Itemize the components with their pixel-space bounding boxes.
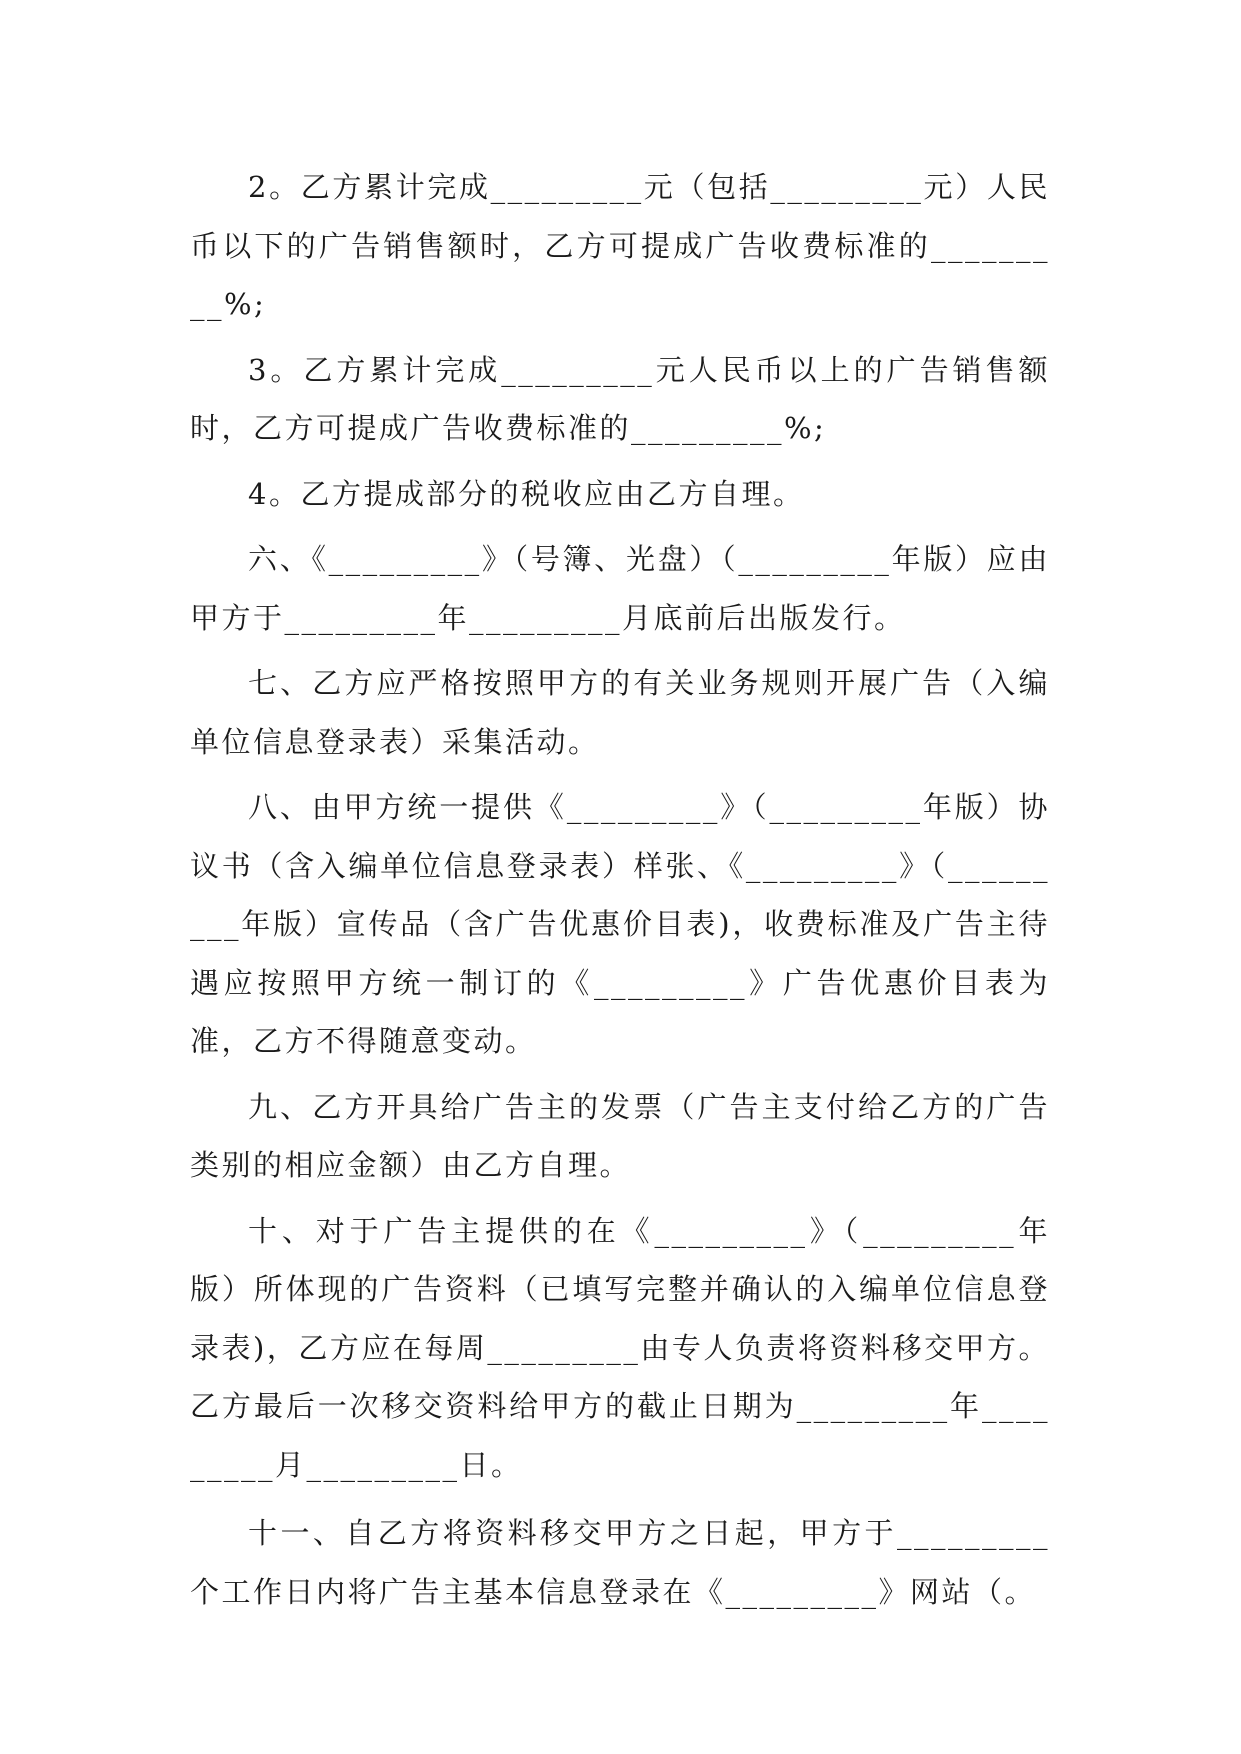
document-body <box>190 158 1050 1628</box>
paragraph-section-11: 十一、自乙方将资料移交甲方之日起，甲方于_________个工作日内将广告主基本信息登录在《_________》网站（。 <box>190 1516 1050 1609</box>
paragraph-section-9: 九、乙方开具给广告主的发票（广告主支付给乙方的广告类别的相应金额）由乙方自理。 <box>190 1089 1050 1182</box>
paragraph-section-8: 八、由甲方统一提供《_________》（_________年版）协议书（含入编单位信息登录表）样张、《_________》（_________年版）宣传品（含广告优惠价目表)，收费标准及广告主待遇应按照甲方统一制订的《_________》广告优惠价目表为准，乙方不得随意变动。 <box>190 790 1050 1058</box>
paragraph-tax: 4。乙方提成部分的税收应由乙方自理。 <box>248 476 805 511</box>
paragraph-section-7: 七、乙方应严格按照甲方的有关业务规则开展广告（入编单位信息登录表）采集活动。 <box>190 666 1050 759</box>
paragraph-commission-tier-2: 2。乙方累计完成_________元（包括_________元）人民币以下的广告销售额时，乙方可提成广告收费标准的_________%; <box>190 170 1050 321</box>
paragraph-commission-tier-3: 3。乙方累计完成_________元人民币以上的广告销售额时，乙方可提成广告收费标准的_________%; <box>190 352 1050 445</box>
paragraph-section-10: 十、对于广告主提供的在《_________》（_________年版）所体现的广告资料（已填写完整并确认的入编单位信息登录表)，乙方应在每周_________由专人负责将资料移交甲方。乙方最后一次移交资料给甲方的截止日期为_________年_________月_________日。 <box>190 1213 1050 1482</box>
paragraph-section-6: 六、《_________》（号簿、光盘）（_________年版）应由甲方于_________年_________月底前后出版发行。 <box>190 542 1050 635</box>
